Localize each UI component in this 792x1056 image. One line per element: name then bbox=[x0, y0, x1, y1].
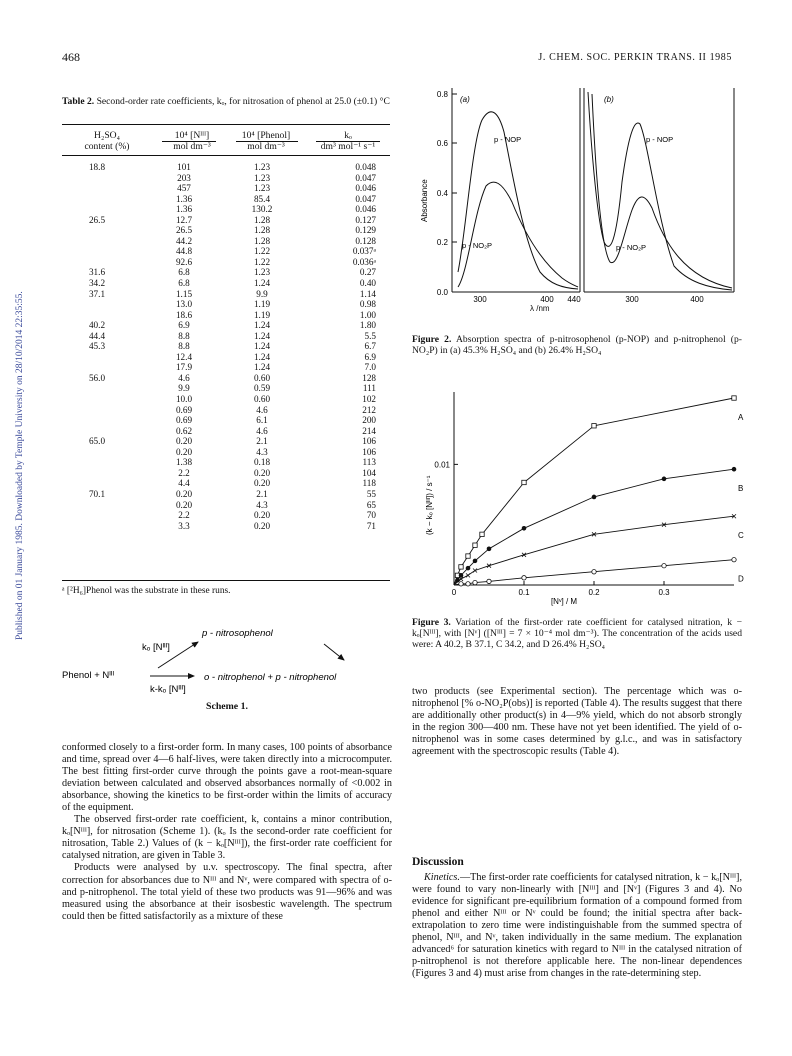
fig3-point-D bbox=[487, 579, 491, 583]
table-cell bbox=[62, 257, 132, 268]
table-cell: 1.24 bbox=[253, 341, 271, 352]
col-h2so4 bbox=[62, 162, 132, 531]
table-cell: 65 bbox=[366, 499, 376, 510]
fig3-point-C bbox=[473, 569, 477, 573]
fig3-point-D bbox=[466, 582, 470, 586]
table-cell: 12.7 bbox=[175, 214, 193, 225]
table-cell: 0.20 bbox=[175, 446, 193, 457]
table-cell: 0.127 bbox=[355, 214, 376, 225]
fig2-b-no2p-label: p - NO₂P bbox=[616, 243, 646, 252]
table-cell: 1.23 bbox=[253, 162, 271, 172]
fig2-xtick-440: 440 bbox=[567, 295, 581, 304]
fig2-b-nop-label: p - NOP bbox=[646, 135, 674, 144]
table-cell: 102 bbox=[362, 394, 376, 405]
table-cell: 1.22 bbox=[253, 246, 271, 257]
fig3-point-C bbox=[466, 573, 470, 577]
table-cell: 18.8 bbox=[88, 162, 106, 172]
figure-3-chart bbox=[412, 380, 742, 610]
table-cell: 457 bbox=[177, 183, 191, 194]
table-cell: 101 bbox=[177, 162, 191, 172]
fig2-a-nop-label: p - NOP bbox=[494, 135, 522, 144]
fig3-point-A bbox=[473, 543, 477, 547]
table-cell: 1.38 bbox=[175, 457, 193, 468]
scheme-phenol: Phenol + Nᴵᴵᴵ bbox=[62, 670, 115, 681]
journal-header: J. CHEM. SOC. PERKIN TRANS. II 1985 bbox=[538, 52, 732, 63]
table-cell bbox=[62, 362, 132, 373]
table-cell: 104 bbox=[362, 467, 376, 478]
fig3-series-label-C: C bbox=[738, 531, 744, 541]
figure-2-spectra bbox=[412, 82, 742, 302]
table-cell: 13.0 bbox=[175, 299, 193, 310]
fig3-point-A bbox=[522, 480, 526, 484]
table-cell: 6.7 bbox=[364, 341, 376, 352]
table-cell: 1.23 bbox=[253, 267, 271, 278]
header-underline-k bbox=[316, 141, 380, 142]
col-phenol bbox=[230, 162, 294, 531]
table-cell bbox=[62, 236, 132, 247]
table-cell: 1.14 bbox=[359, 288, 376, 299]
page-number: 468 bbox=[62, 50, 80, 64]
table-cell: 4.6 bbox=[256, 404, 268, 415]
fig3-xtick-label: 0.1 bbox=[518, 588, 530, 597]
fig3-series-line-B bbox=[454, 469, 734, 585]
fig2-ylabel: Absorbance bbox=[420, 179, 429, 222]
table-cell: 0.40 bbox=[359, 278, 376, 289]
fig2-ytick-0.8: 0.8 bbox=[436, 90, 448, 99]
left-paragraph-3: Products were analysed by u.v. spectroscopy. The final spectra, after correction for absorbances due to Nᴵᴵᴵ and Nᵛ, were compared with spectra of o- and p-nitrophenol. The total yield of these two products was 91—96% and was measured using the absorbance at their isosbestic wavelength. The spectrum could then be fitted satisfactorily as a mixture of these bbox=[62, 862, 392, 922]
table-cell: 200 bbox=[362, 415, 376, 426]
scheme-title: Scheme 1. bbox=[206, 701, 248, 712]
fig3-point-B bbox=[732, 467, 737, 472]
fig3-point-D bbox=[522, 576, 526, 580]
table-cell: 0.20 bbox=[253, 520, 271, 531]
table-cell: 10.0 bbox=[175, 394, 193, 405]
fig3-point-A bbox=[459, 565, 463, 569]
fig2-panel-a: (a) bbox=[460, 95, 470, 104]
table-cell: 55 bbox=[366, 488, 376, 499]
table-cell: 111 bbox=[362, 383, 376, 394]
table-cell: 106 bbox=[362, 446, 376, 457]
header-underline-n bbox=[162, 141, 216, 142]
table-cell: 37.1 bbox=[88, 288, 106, 299]
table-caption bbox=[62, 96, 402, 107]
table-cell bbox=[62, 173, 132, 184]
fig3-series-label-A: A bbox=[738, 413, 744, 423]
table-cell: 0.98 bbox=[359, 299, 376, 310]
fig3-point-D bbox=[473, 580, 477, 584]
table-cell: 0.20 bbox=[175, 488, 193, 499]
fig3-point-B bbox=[455, 578, 460, 583]
table-cell: 1.15 bbox=[175, 288, 193, 299]
header-underline-phenol bbox=[236, 141, 298, 142]
table-cell bbox=[62, 457, 132, 468]
table-cell bbox=[62, 246, 132, 257]
table-cell: 0.59 bbox=[253, 383, 271, 394]
fig2-xlabel: λ /nm bbox=[530, 304, 550, 313]
table-cell bbox=[62, 521, 132, 532]
table-cell: 70.1 bbox=[88, 488, 106, 499]
table-cell: 1.24 bbox=[253, 351, 271, 362]
fig3-xtick-label: 0.2 bbox=[588, 588, 600, 597]
table-cell: 1.24 bbox=[253, 330, 271, 341]
scheme-arrow-down bbox=[324, 644, 344, 660]
watermark-text: Published on 01 January 1985. Downloaded by Temple University on 28/10/2014 22:35:55. bbox=[15, 291, 25, 640]
right-paragraph: two products (see Experimental section). The percentage which was o-nitrophenol [% o-NO₂P(obs)] is reported (Table 4). The results suggest that there are additionally other product(s) in 4—9% yield, which do not absorb strongly in the region 300—400 nm. These have not yet been identified. The yield of o-nitrophenol was in some cases determined by g.l.c., and was in satisfactory agreement with the spectroscopic results (Table 4). bbox=[412, 686, 742, 758]
table-cell bbox=[62, 183, 132, 194]
fig2-ytick-0.6: 0.6 bbox=[436, 139, 448, 148]
table-cell: 5.5 bbox=[364, 330, 376, 341]
header-phenol: 10⁴ [Phenol] mol dm⁻³ bbox=[241, 130, 291, 152]
table-cell: 8.8 bbox=[178, 341, 190, 352]
table-cell: 12.4 bbox=[175, 351, 193, 362]
right-body bbox=[412, 686, 742, 758]
table-cell: 92.6 bbox=[175, 256, 193, 267]
table-cell: 4.6 bbox=[178, 372, 190, 383]
fig3-point-B bbox=[522, 526, 527, 531]
fig3-point-A bbox=[480, 532, 484, 536]
table-cell bbox=[62, 447, 132, 458]
table-cell: 106 bbox=[362, 436, 376, 447]
fig3-point-D bbox=[662, 564, 666, 568]
table-cell: 9.9 bbox=[178, 383, 190, 394]
table-cell: 118 bbox=[362, 478, 376, 489]
table-cell: 2.1 bbox=[256, 436, 268, 447]
table-cell: 0.20 bbox=[253, 510, 271, 521]
left-paragraph-1: conformed closely to a first-order form. In many cases, 100 points of absorbance and time, spread over 4—6 half-lives, were taken directly into a microcomputer. The best fitting first-order curve through the points gave a root-mean-square deviation between calculated and observed absorbances normally of <0.002 in absorbance, showing the kinetics to be first-order within the limits of accuracy of the equipment. bbox=[62, 742, 392, 814]
table-cell: 2.2 bbox=[178, 510, 190, 521]
discussion-body bbox=[412, 872, 742, 980]
table-cell bbox=[62, 500, 132, 511]
table-cell: 0.18 bbox=[253, 457, 271, 468]
table-cell: 1.24 bbox=[253, 362, 271, 373]
table-cell: 0.046 bbox=[355, 204, 376, 215]
fig3-point-B bbox=[662, 477, 667, 482]
table-cell: 0.046 bbox=[355, 183, 376, 194]
header-k0: kₒ dm³ mol⁻¹ s⁻¹ bbox=[320, 130, 376, 152]
discussion-text: —The first-order rate coefficients for catalysed nitration, k − kₒ[Nᴵᴵᴵ], were found to vary non-linearly with [Nᴵᴵᴵ] and [Nᵛ] (Figures 3 and 4). No evidence for significant pre-equilibrium formation of a compound formed from phenol and either Nᴵᴵᴵ or Nᵛ could be found; the initial spectra after back-extrapolation to zero time were indistinguishable from the summed spectra of phenol, Nᴵᴵᴵ, and Nᵛ, taken individually in the same medium. The explanation advanced⁶ for saturation kinetics with regard to Nᴵᴵᴵ in the catalysed nitration of p-nitrophenol is not therefore applicable here. The non-linear dependences (Figures 3 and 4) must arise from changes in the rate-determining step. bbox=[412, 872, 742, 980]
table-bottom-rule bbox=[62, 580, 390, 581]
table-cell: 1.22 bbox=[253, 256, 271, 267]
table-cell: 4.3 bbox=[256, 499, 268, 510]
table-cell: 26.5 bbox=[88, 214, 106, 225]
table-cell: 0.60 bbox=[253, 372, 271, 383]
fig3-ylabel: (k − kₒ [Nᴵᴵᴵ]) / s⁻¹ bbox=[425, 475, 434, 535]
fig3-xtick-label: 0 bbox=[451, 588, 457, 597]
fig3-ytick-label: 0.01 bbox=[434, 460, 450, 470]
fig3-point-B bbox=[487, 547, 492, 552]
table-cell: 1.36 bbox=[175, 204, 193, 215]
table-cell bbox=[62, 415, 132, 426]
table-cell bbox=[62, 394, 132, 405]
table-footnote: ᵃ [²H₆]Phenol was the substrate in these runs. bbox=[62, 586, 231, 596]
download-watermark bbox=[4, 260, 25, 760]
discussion-paragraph bbox=[412, 872, 742, 980]
table-cell: 4.6 bbox=[256, 425, 268, 436]
figure-2-caption bbox=[412, 334, 742, 356]
table-cell: 45.3 bbox=[88, 341, 106, 352]
fig3-series-line-C bbox=[454, 516, 734, 585]
table-cell bbox=[62, 299, 132, 310]
table-cell: 1.19 bbox=[253, 299, 271, 310]
table-cell: 4.3 bbox=[256, 446, 268, 457]
table-cell: 1.24 bbox=[253, 278, 271, 289]
table-cell: 31.6 bbox=[88, 267, 106, 278]
fig3-point-A bbox=[592, 424, 596, 428]
table-cell: 1.23 bbox=[253, 183, 271, 194]
fig3-point-D bbox=[459, 582, 463, 586]
table-cell: 0.20 bbox=[175, 436, 193, 447]
fig3-point-A bbox=[466, 554, 470, 558]
table-cell: 9.9 bbox=[256, 288, 268, 299]
table-cell: 17.9 bbox=[175, 362, 193, 373]
fig3-point-B bbox=[466, 566, 471, 571]
table-caption-text: Second-order rate coefficients, kₒ, for nitrosation of phenol at 25.0 (±0.1) °C bbox=[96, 96, 390, 107]
table-cell: 1.00 bbox=[359, 309, 376, 320]
fig2-a-no2p-curve bbox=[458, 182, 578, 287]
fig2-xtick-a-400: 400 bbox=[540, 295, 554, 304]
table-header-rule bbox=[62, 155, 390, 156]
table-cell bbox=[62, 194, 132, 205]
table-cell: 6.9 bbox=[364, 351, 376, 362]
table-cell: 18.6 bbox=[175, 309, 193, 320]
table-cell: 2.2 bbox=[178, 467, 190, 478]
fig3-xlabel: [Nᵛ] / M bbox=[550, 597, 578, 606]
table-cell: 6.1 bbox=[256, 415, 268, 426]
table-cell: 1.24 bbox=[253, 320, 271, 331]
table-cell: 0.036ᵃ bbox=[352, 256, 376, 267]
table-cell: 34.2 bbox=[88, 278, 106, 289]
left-body bbox=[62, 742, 392, 923]
table-cell bbox=[62, 510, 132, 521]
fig3-caption-label: Figure 3. bbox=[412, 617, 451, 628]
table-cell: 0.20 bbox=[253, 467, 271, 478]
fig3-xtick-label: 0.3 bbox=[658, 588, 670, 597]
fig2-ytick-0.4: 0.4 bbox=[436, 189, 448, 198]
table-cell: 1.80 bbox=[359, 320, 376, 331]
fig2-xtick-b-400: 400 bbox=[690, 295, 704, 304]
table-cell: 7.0 bbox=[364, 362, 376, 373]
header-h2so4: H₂SO₄ content (%) bbox=[84, 130, 130, 152]
table-cell: 3.3 bbox=[178, 520, 190, 531]
fig2-xtick-b-300: 300 bbox=[625, 295, 639, 304]
table-cell: 203 bbox=[177, 172, 191, 183]
fig2-ytick-0.0: 0.0 bbox=[436, 288, 448, 297]
scheme-k0-label: kₒ [Nᴵᴵᴵ] bbox=[142, 642, 170, 653]
table-cell bbox=[62, 468, 132, 479]
fig3-series-label-B: B bbox=[738, 484, 744, 494]
table-cell: 0.62 bbox=[175, 425, 193, 436]
table-cell: 40.2 bbox=[88, 320, 106, 331]
table-cell: 26.5 bbox=[175, 225, 193, 236]
table-cell: 0.047 bbox=[355, 193, 376, 204]
table-cell bbox=[62, 383, 132, 394]
table-cell: 0.20 bbox=[253, 478, 271, 489]
table-cell: 85.4 bbox=[253, 193, 271, 204]
table-cell: 0.69 bbox=[175, 415, 193, 426]
fig2-b-no2p-curve bbox=[592, 94, 732, 288]
table-cell bbox=[62, 225, 132, 236]
table-cell: 1.28 bbox=[253, 235, 271, 246]
table-cell bbox=[62, 352, 132, 363]
table-cell: 1.19 bbox=[253, 309, 271, 320]
table-caption-label: Table 2. bbox=[62, 96, 95, 107]
col-k0 bbox=[310, 162, 376, 531]
table-cell: 0.048 bbox=[355, 162, 376, 172]
fig3-point-B bbox=[592, 495, 597, 500]
table-cell: 6.8 bbox=[178, 267, 190, 278]
fig3-point-D bbox=[592, 570, 596, 574]
col-n3 bbox=[152, 162, 216, 531]
left-paragraph-2: The observed first-order rate coefficient, k, contains a minor contribution, kₒ[Nᴵᴵᴵ], for nitrosation (Scheme 1). (kₒ Is the second-order rate coefficient for nitrosation, Table 2.) Values of (k − kₒ[Nᴵᴵᴵ]), the first-order rate coefficient for catalysed nitration, are given in Table 3. bbox=[62, 814, 392, 862]
table-cell: 130.2 bbox=[251, 204, 273, 215]
fig2-caption-label: Figure 2. bbox=[412, 334, 452, 345]
table-cell: 1.28 bbox=[253, 214, 271, 225]
table-cell: 2.1 bbox=[256, 488, 268, 499]
fig3-series-label-D: D bbox=[738, 574, 744, 584]
table-cell: 0.129 bbox=[355, 225, 376, 236]
fig2-caption-text: Absorption spectra of p-nitrosophenol (p-NOP) and p-nitrophenol (p-NO₂P) in (a) 45.3% H₂SO₄ and (b) 26.4% H₂SO₄ bbox=[412, 334, 742, 356]
scheme-kk0-label: k-kₒ [Nᴵᴵᴵ] bbox=[150, 684, 186, 695]
scheme-products: o - nitrophenol + p - nitrophenol bbox=[204, 672, 337, 683]
table-cell: 44.4 bbox=[88, 330, 106, 341]
table-cell: 0.037ᵃ bbox=[352, 246, 376, 257]
table-cell: 0.27 bbox=[359, 267, 376, 278]
table-cell bbox=[62, 310, 132, 321]
table-cell: 1.36 bbox=[175, 193, 193, 204]
table-cell: 0.047 bbox=[355, 172, 376, 183]
fig2-xtick-a-300: 300 bbox=[473, 295, 487, 304]
table-cell bbox=[62, 405, 132, 416]
fig3-point-B bbox=[473, 559, 478, 564]
table-cell: 8.8 bbox=[178, 330, 190, 341]
table-cell: 214 bbox=[362, 425, 376, 436]
table-cell: 212 bbox=[362, 404, 376, 415]
scheme-p-nitroso: p - nitrosophenol bbox=[202, 628, 273, 639]
table-cell: 113 bbox=[362, 457, 376, 468]
table-cell bbox=[62, 204, 132, 215]
header-n3: 10⁴ [Nᴵᴵᴵ] mol dm⁻³ bbox=[173, 130, 211, 152]
table-cell: 1.23 bbox=[253, 172, 271, 183]
fig3-caption-text: Variation of the first-order rate coefficient for catalysed nitration, k − kₒ[Nᴵᴵᴵ], with [Nᵛ] ([Nᴵᴵᴵ] = 7 × 10⁻⁴ mol dm⁻³). The concentration of the acids used were: A 40.2, B 37.1, C 34.2, and D 26.4% H₂SO₄ bbox=[412, 617, 742, 650]
fig3-point-D bbox=[732, 557, 736, 561]
fig2-b-nop-curve bbox=[588, 92, 732, 290]
fig3-point-A bbox=[732, 396, 736, 400]
table-cell: 0.69 bbox=[175, 404, 193, 415]
table-cell: 1.28 bbox=[253, 225, 271, 236]
table-cell: 56.0 bbox=[88, 372, 106, 383]
table-cell: 44.2 bbox=[175, 235, 193, 246]
table-top-rule bbox=[62, 124, 390, 125]
fig2-ytick-0.2: 0.2 bbox=[436, 238, 448, 247]
table-cell: 6.8 bbox=[178, 278, 190, 289]
discussion-heading: Discussion bbox=[412, 856, 464, 868]
table-cell: 71 bbox=[366, 520, 376, 531]
table-cell: 0.20 bbox=[175, 499, 193, 510]
table-cell: 44.8 bbox=[175, 246, 193, 257]
table-cell: 0.60 bbox=[253, 394, 271, 405]
table-cell bbox=[62, 426, 132, 437]
table-cell: 70 bbox=[366, 510, 376, 521]
table-cell: 128 bbox=[362, 372, 376, 383]
fig2-a-no2p-label: p - NO₂P bbox=[462, 241, 492, 250]
table-cell: 4.4 bbox=[178, 478, 190, 489]
table-cell bbox=[62, 478, 132, 489]
figure-3-caption bbox=[412, 617, 742, 650]
discussion-subheading: Kinetics. bbox=[424, 872, 460, 883]
table-cell: 6.9 bbox=[178, 320, 190, 331]
fig2-panel-b: (b) bbox=[604, 95, 614, 104]
table-cell: 65.0 bbox=[88, 436, 106, 447]
table-cell: 0.128 bbox=[355, 235, 376, 246]
